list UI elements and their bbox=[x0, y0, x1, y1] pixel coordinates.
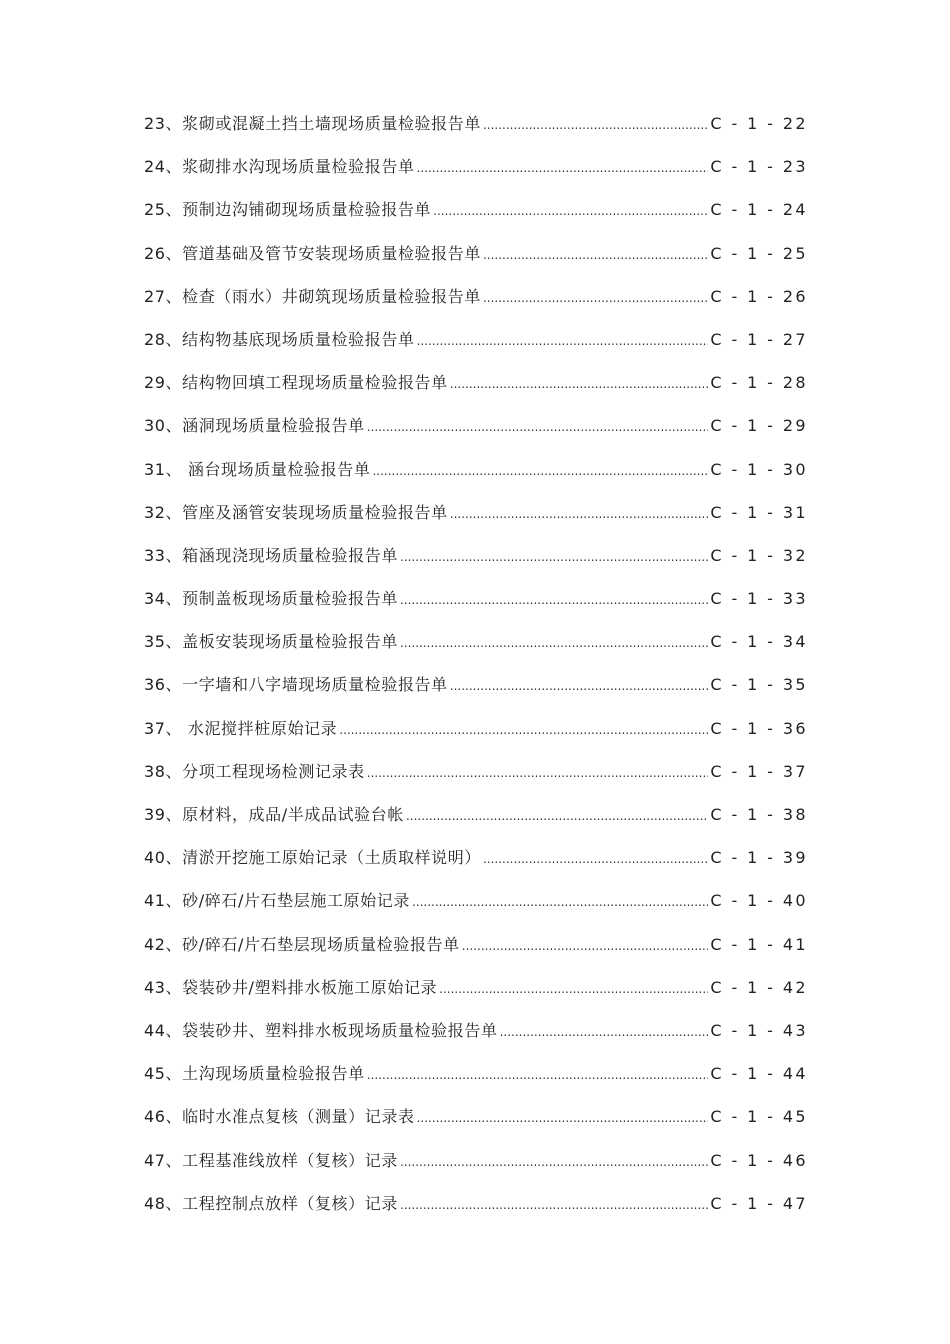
toc-dot-leader bbox=[417, 161, 709, 175]
toc-dot-leader bbox=[417, 1111, 709, 1125]
toc-entry-page: C - 1 - 37 bbox=[710, 761, 808, 781]
toc-dot-leader bbox=[400, 636, 708, 650]
toc-entry-page: C - 1 - 39 bbox=[710, 848, 808, 868]
toc-entry-title: 41、砂/碎石/片石垫层施工原始记录 bbox=[144, 891, 410, 911]
toc-dot-leader bbox=[400, 550, 708, 564]
toc-entry-title: 25、预制边沟铺砌现场质量检验报告单 bbox=[144, 200, 432, 220]
toc-entry-title: 45、土沟现场质量检验报告单 bbox=[144, 1064, 365, 1084]
toc-entry-page: C - 1 - 26 bbox=[710, 286, 808, 306]
toc-entry bbox=[144, 716, 808, 759]
toc-entry-page: C - 1 - 43 bbox=[710, 1020, 808, 1040]
toc-entry-page: C - 1 - 38 bbox=[710, 805, 808, 824]
toc-entry-title: 43、袋装砂井/塑料排水板施工原始记录 bbox=[144, 977, 438, 997]
toc-entry bbox=[144, 802, 808, 845]
toc-entry bbox=[144, 241, 808, 284]
toc-entry-page: C - 1 - 30 bbox=[710, 459, 808, 479]
toc-entry-title: 28、结构物基底现场质量检验报告单 bbox=[144, 329, 415, 349]
toc-entry bbox=[144, 1104, 808, 1147]
toc-entry-title: 38、分项工程现场检测记录表 bbox=[144, 761, 365, 781]
toc-entry-title: 42、砂/碎石/片石垫层现场质量检验报告单 bbox=[144, 934, 460, 954]
toc-entry-title: 40、清淤开挖施工原始记录（土质取样说明） bbox=[144, 848, 481, 868]
toc-entry-title: 46、临时水准点复核（测量）记录表 bbox=[144, 1107, 415, 1127]
toc-entry-page: C - 1 - 47 bbox=[710, 1193, 808, 1213]
toc-entry-title: 39、原材料，成品/半成品试验台帐 bbox=[144, 805, 404, 824]
toc-entry-page: C - 1 - 44 bbox=[710, 1064, 808, 1084]
toc-entry-page: C - 1 - 42 bbox=[710, 977, 808, 997]
toc-entry-page: C - 1 - 41 bbox=[710, 934, 808, 954]
toc-entry bbox=[144, 975, 808, 1018]
toc-entry-page: C - 1 - 46 bbox=[710, 1150, 808, 1170]
toc-entry bbox=[144, 111, 808, 154]
toc-dot-leader bbox=[500, 1025, 709, 1039]
toc-dot-leader bbox=[372, 464, 708, 478]
toc-entry bbox=[144, 543, 808, 586]
toc-dot-leader bbox=[483, 248, 708, 262]
toc-entry bbox=[144, 413, 808, 456]
toc-entry-page: C - 1 - 36 bbox=[710, 718, 808, 738]
toc-entry-page: C - 1 - 31 bbox=[710, 502, 808, 522]
toc-entry-title: 44、袋装砂井、塑料排水板现场质量检验报告单 bbox=[144, 1020, 498, 1040]
toc-entry bbox=[144, 284, 808, 327]
toc-entry bbox=[144, 500, 808, 543]
toc-dot-leader bbox=[439, 982, 708, 996]
toc-dot-leader bbox=[400, 1155, 708, 1169]
toc-entry-title: 27、检查（雨水）井砌筑现场质量检验报告单 bbox=[144, 286, 481, 306]
toc-entry-page: C - 1 - 45 bbox=[710, 1107, 808, 1127]
toc-entry bbox=[144, 1148, 808, 1191]
toc-entry bbox=[144, 457, 808, 500]
toc-entry bbox=[144, 1191, 808, 1234]
toc-entry-title: 36、一字墙和八字墙现场质量检验报告单 bbox=[144, 675, 448, 695]
toc-entry bbox=[144, 932, 808, 975]
toc-dot-leader bbox=[450, 679, 709, 693]
toc-entry-title: 24、浆砌排水沟现场质量检验报告单 bbox=[144, 157, 415, 177]
toc-entry bbox=[144, 672, 808, 715]
toc-dot-leader bbox=[406, 809, 708, 823]
toc-entry bbox=[144, 327, 808, 370]
toc-entry bbox=[144, 759, 808, 802]
toc-entry-page: C - 1 - 23 bbox=[710, 157, 808, 177]
toc-entry-page: C - 1 - 40 bbox=[710, 891, 808, 911]
toc-dot-leader bbox=[483, 118, 708, 132]
toc-entry bbox=[144, 154, 808, 197]
toc-entry-page: C - 1 - 28 bbox=[710, 373, 808, 393]
toc-dot-leader bbox=[483, 291, 708, 305]
toc-entry bbox=[144, 1018, 808, 1061]
toc-dot-leader bbox=[433, 204, 708, 218]
toc-entry bbox=[144, 845, 808, 888]
toc-entry bbox=[144, 586, 808, 629]
toc-entry bbox=[144, 629, 808, 672]
toc-entry-page: C - 1 - 34 bbox=[710, 632, 808, 652]
toc-dot-leader bbox=[450, 377, 709, 391]
toc-dot-leader bbox=[462, 939, 709, 953]
toc-entry-page: C - 1 - 22 bbox=[710, 114, 808, 133]
toc-entry-title: 48、工程控制点放样（复核）记录 bbox=[144, 1193, 398, 1213]
toc-entry-page: C - 1 - 33 bbox=[710, 589, 808, 609]
toc-dot-leader bbox=[400, 1198, 708, 1212]
toc-entry bbox=[144, 370, 808, 413]
table-of-contents bbox=[144, 111, 808, 1234]
toc-entry bbox=[144, 888, 808, 931]
toc-dot-leader bbox=[367, 766, 709, 780]
toc-entry-title: 47、工程基准线放样（复核）记录 bbox=[144, 1150, 398, 1170]
toc-dot-leader bbox=[400, 593, 708, 607]
toc-entry-title: 30、涵洞现场质量检验报告单 bbox=[144, 416, 365, 436]
toc-entry-title: 33、箱涵现浇现场质量检验报告单 bbox=[144, 545, 398, 565]
toc-entry-title: 31、 涵台现场质量检验报告单 bbox=[144, 459, 371, 479]
toc-entry-page: C - 1 - 27 bbox=[710, 329, 808, 349]
toc-entry-title: 23、浆砌或混凝土挡土墙现场质量检验报告单 bbox=[144, 114, 481, 133]
toc-entry-page: C - 1 - 29 bbox=[710, 416, 808, 436]
toc-entry bbox=[144, 197, 808, 240]
toc-entry-title: 35、盖板安装现场质量检验报告单 bbox=[144, 632, 398, 652]
toc-entry-title: 32、管座及涵管安装现场质量检验报告单 bbox=[144, 502, 448, 522]
toc-dot-leader bbox=[367, 420, 709, 434]
toc-entry-title: 34、预制盖板现场质量检验报告单 bbox=[144, 589, 398, 609]
toc-entry-title: 29、结构物回填工程现场质量检验报告单 bbox=[144, 373, 448, 393]
toc-dot-leader bbox=[450, 507, 709, 521]
toc-entry-page: C - 1 - 32 bbox=[710, 545, 808, 565]
toc-entry-title: 26、管道基础及管节安装现场质量检验报告单 bbox=[144, 243, 481, 263]
toc-entry-page: C - 1 - 35 bbox=[710, 675, 808, 695]
toc-dot-leader bbox=[483, 852, 708, 866]
toc-dot-leader bbox=[339, 723, 708, 737]
toc-dot-leader bbox=[417, 334, 709, 348]
toc-entry-title: 37、 水泥搅拌桩原始记录 bbox=[144, 718, 338, 738]
toc-entry-page: C - 1 - 25 bbox=[710, 243, 808, 263]
toc-dot-leader bbox=[412, 895, 708, 909]
toc-entry bbox=[144, 1061, 808, 1104]
toc-dot-leader bbox=[367, 1068, 709, 1082]
toc-entry-page: C - 1 - 24 bbox=[710, 200, 808, 220]
